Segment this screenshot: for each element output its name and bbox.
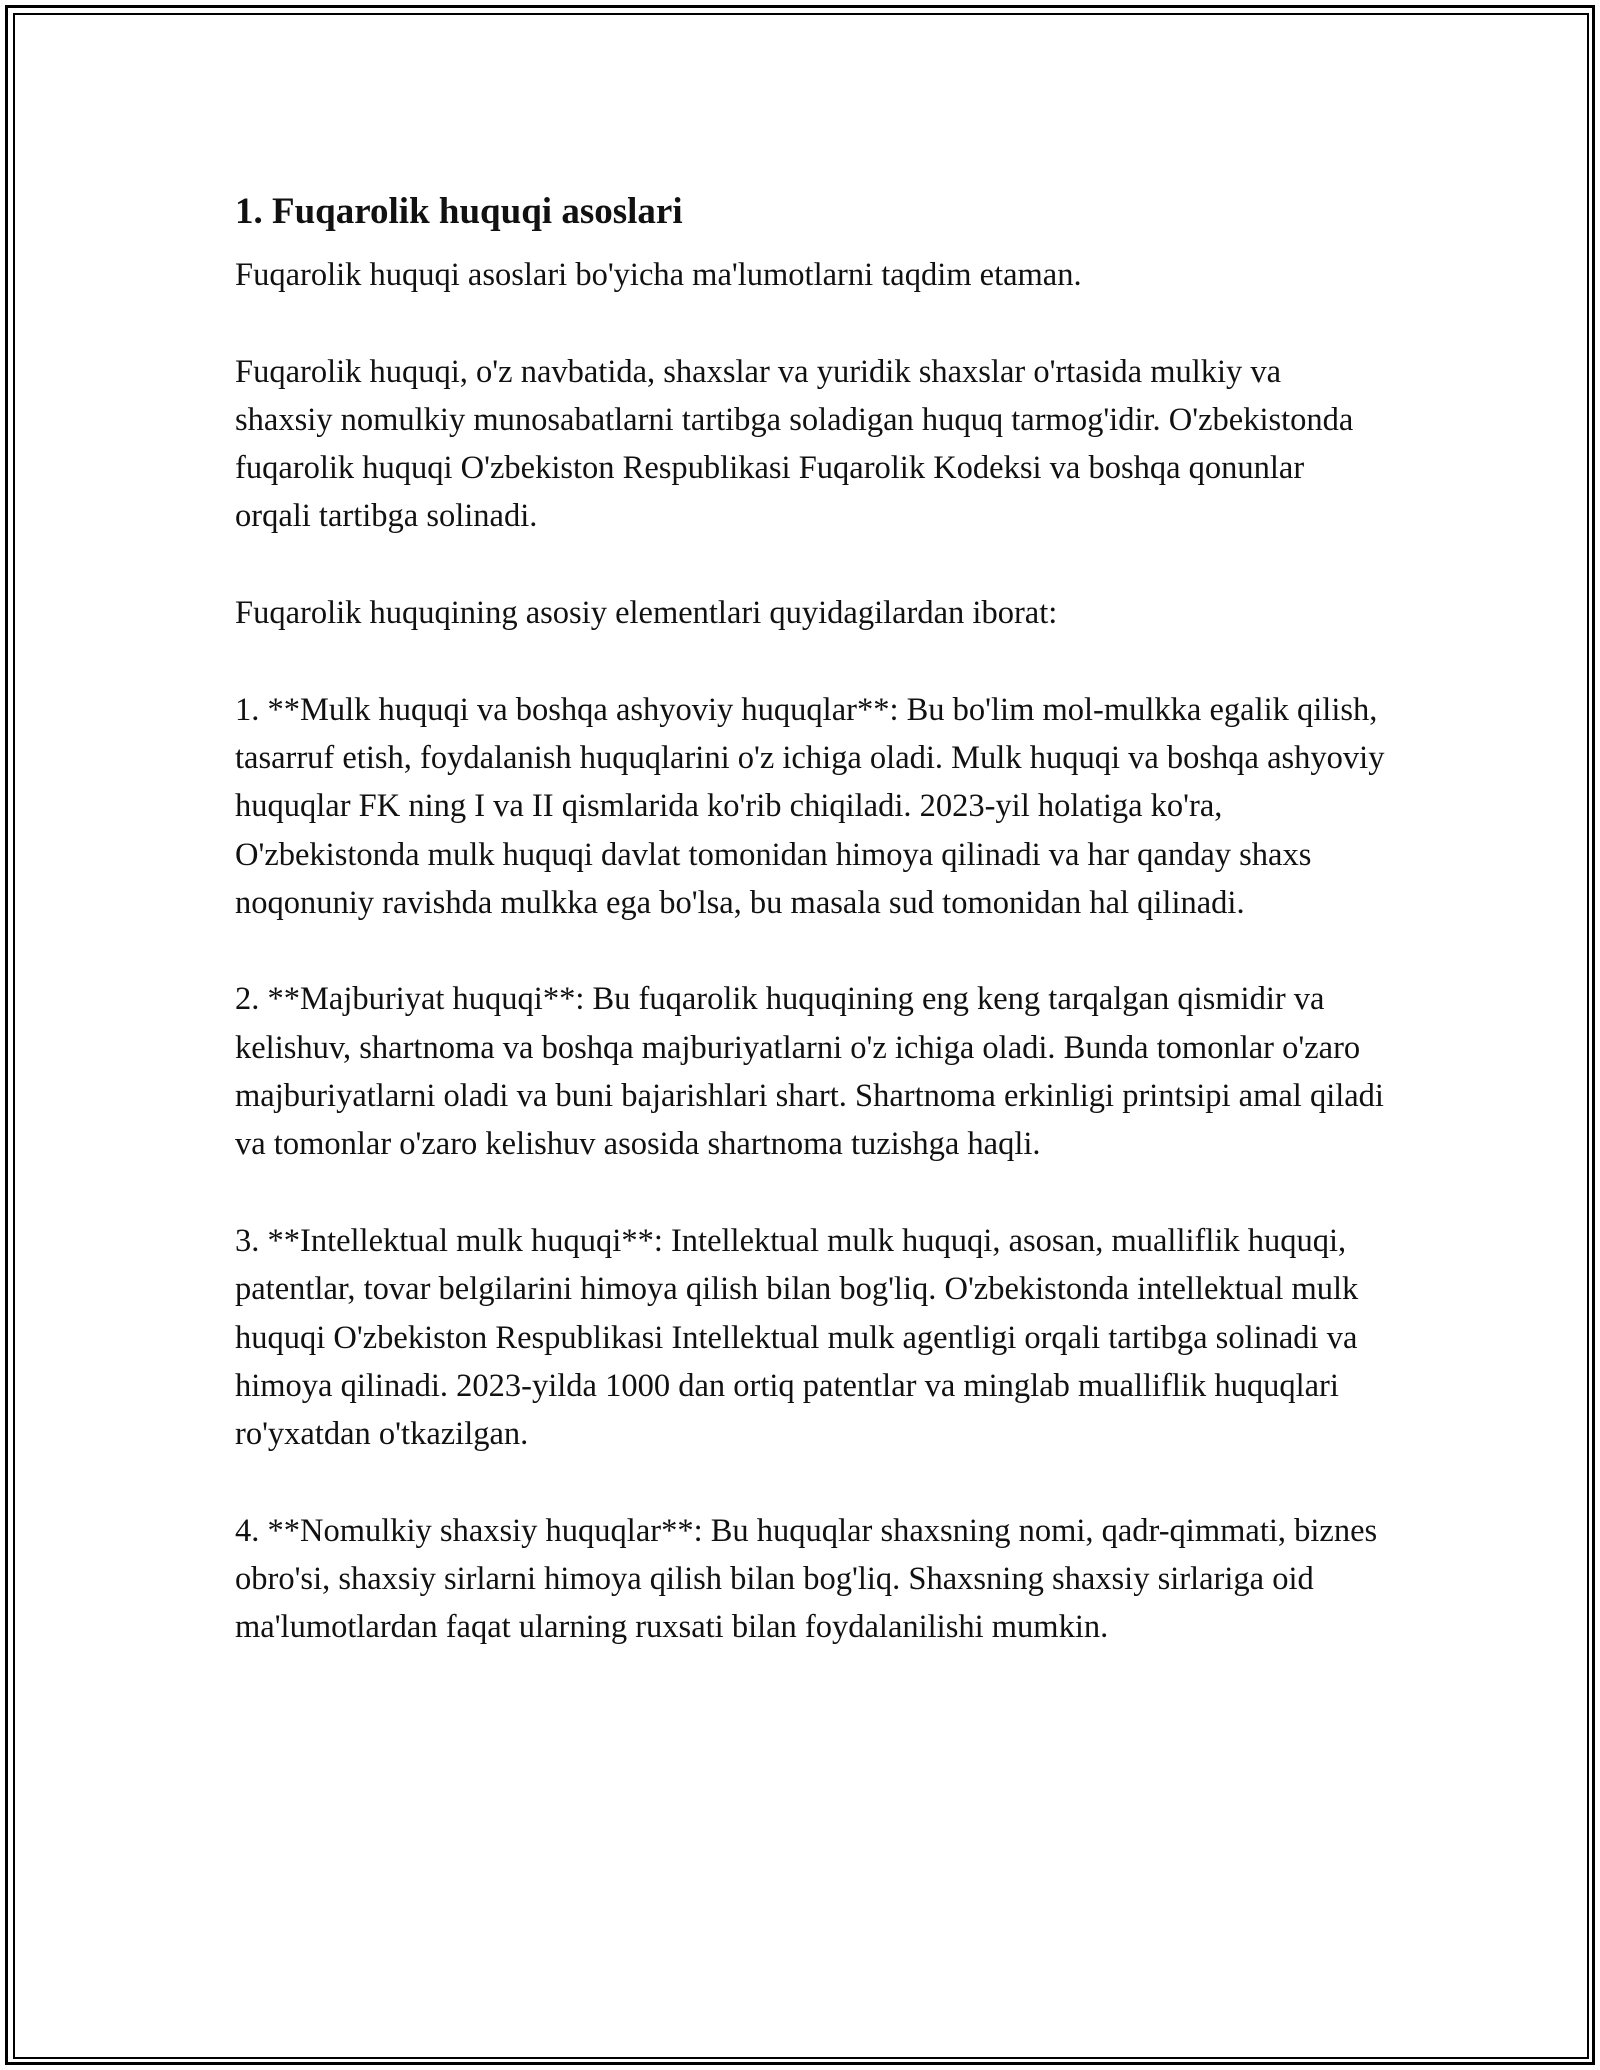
list-item-intellectual-property: 3. **Intellektual mulk huquqi**: Intellektual mulk huquqi, asosan, mualliflik huquqi, patentlar, tovar belgilarini himoya qilish bilan bog'liq. O'zbekistonda intellektual mulk huquqi O'zbekiston Respublikasi Intellektual mulk agentligi orqali tartibga solinadi va himoya qilinadi. 2023-yilda 1000 dan ortiq patentlar va minglab mualliflik huquqlari ro'yxatdan o'tkazilgan.	[235, 1222, 1359, 1453]
definition-paragraph: Fuqarolik huquqi, o'z navbatida, shaxslar va yuridik shaxslar o'rtasida mulkiy va shaxsiy nomulkiy munosabatlarni tartibga soladigan huquq tarmog'idir. O'zbekistonda fuqarolik huquqi O'zbekiston Respublikasi Fuqarolik Kodeksi va boshqa qonunlar orqali tartibga solinadi.	[235, 353, 1354, 535]
elements-intro-paragraph: Fuqarolik huquqining asosiy elementlari quyidagilardan iborat:	[235, 595, 1058, 632]
list-item-property-rights: 1. **Mulk huquqi va boshqa ashyoviy huquqlar**: Bu bo'lim mol-mulkka egalik qilish, tasarruf etish, foydalanish huquqlarini o'z ichiga oladi. Mulk huquqi va boshqa ashyoviy huquqlar FK ning I va II qismlarida ko'rib chiqiladi. 2023-yil holatiga ko'ra, O'zbekistonda mulk huquqi davlat tomonidan himoya qilinadi va har qanday shaxs noqonuniy ravishda mulkka ega bo'lsa, bu masala sud tomonidan hal qilinadi.	[235, 691, 1385, 921]
list-item-personal-nonproperty-rights: 4. **Nomulkiy shaxsiy huquqlar**: Bu huquqlar shaxsning nomi, qadr-qimmati, biznes obro'si, shaxsiy sirlarni himoya qilish bilan bog'liq. Shaxsning shaxsiy sirlariga oid ma'lumotlardan faqat ularning ruxsati bilan foydalanilishi mumkin.	[235, 1512, 1378, 1646]
document-title: 1. Fuqarolik huquqi asoslari	[235, 191, 683, 232]
document-body	[235, 188, 1385, 1700]
list-item-obligation-law: 2. **Majburiyat huquqi**: Bu fuqarolik huquqining eng keng tarqalgan qismidir va kelishuv, shartnoma va boshqa majburiyatlarni o'z ichiga oladi. Bunda tomonlar o'zaro majburiyatlarni oladi va buni bajarishlari shart. Shartnoma erkinligi printsipi amal qiladi va tomonlar o'zaro kelishuv asosida shartnoma tuzishga haqli.	[235, 981, 1384, 1163]
intro-paragraph: Fuqarolik huquqi asoslari bo'yicha ma'lumotlarni taqdim etaman.	[235, 257, 1082, 293]
